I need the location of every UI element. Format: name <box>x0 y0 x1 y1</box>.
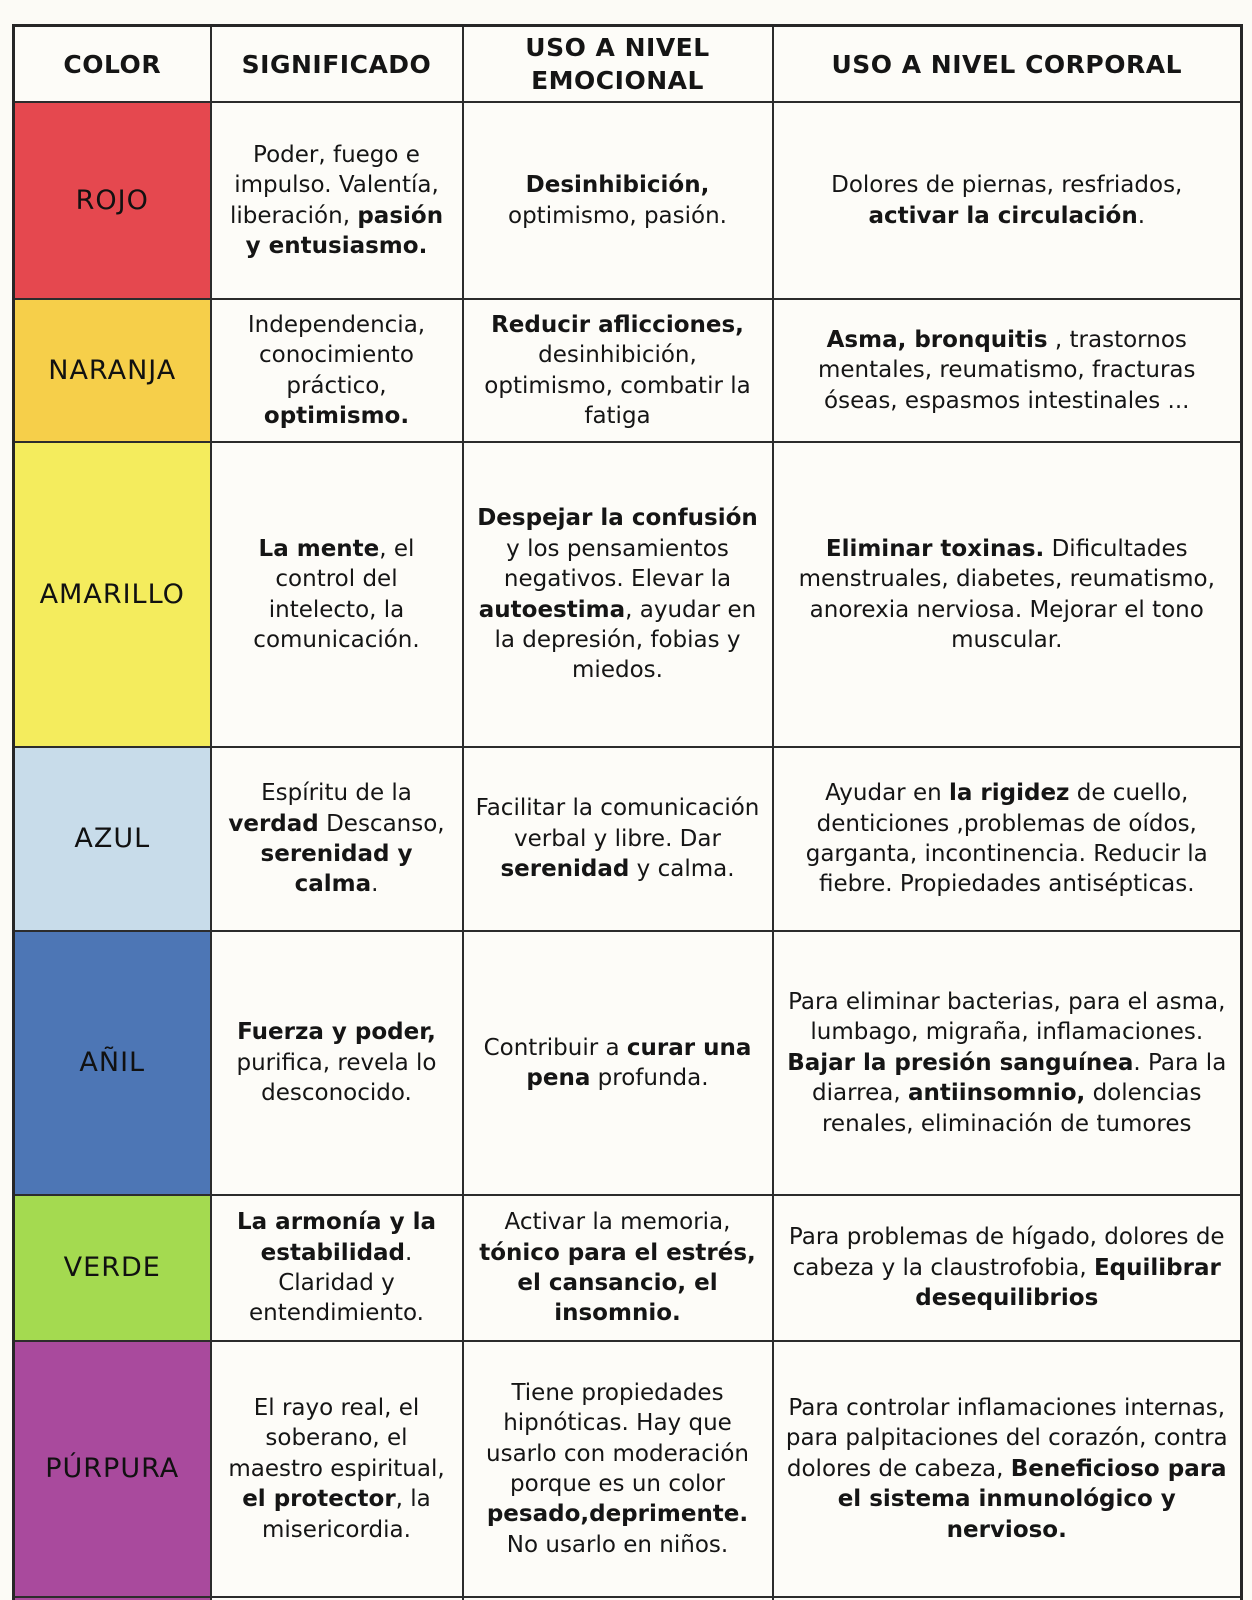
header-uso-emocional: USO A NIVEL EMOCIONAL <box>463 26 773 103</box>
corporal-cell: Dolores de piernas, resfriados, activar la circulación. <box>773 102 1242 299</box>
significado-cell: Espíritu de la verdad Descanso, serenidad y calma. <box>211 747 463 931</box>
color-swatch-amarillo: AMARILLO <box>14 442 211 747</box>
table-row-amarillo <box>14 442 1242 747</box>
color-swatch-anil: AÑIL <box>14 931 211 1195</box>
header-significado: SIGNIFICADO <box>211 26 463 103</box>
significado-cell: La armonía y la estabilidad. Claridad y entendimiento. <box>211 1195 463 1341</box>
color-swatch-verde: VERDE <box>14 1195 211 1341</box>
color-therapy-table <box>12 24 1243 1600</box>
significado-cell: Fuerza y poder, purifica, revela lo desconocido. <box>211 931 463 1195</box>
emocional-cell: Contribuir a curar una pena profunda. <box>463 931 773 1195</box>
table-row-verde <box>14 1195 1242 1341</box>
corporal-cell: Ayudar en la rigidez de cuello, denticiones ,problemas de oídos, garganta, incontinencia. Reducir la fiebre. Propiedades antisépticas. <box>773 747 1242 931</box>
header-uso-corporal: USO A NIVEL CORPORAL <box>773 26 1242 103</box>
corporal-cell: Asma, bronquitis , trastornos mentales, reumatismo, fracturas óseas, espasmos intestinales ... <box>773 299 1242 442</box>
color-swatch-azul: AZUL <box>14 747 211 931</box>
emocional-cell: Reducir aflicciones, desinhibición, optimismo, combatir la fatiga <box>463 299 773 442</box>
corporal-cell: Para problemas de hígado, dolores de cabeza y la claustrofobia, Equilibrar desequilibrios <box>773 1195 1242 1341</box>
color-swatch-naranja: NARANJA <box>14 299 211 442</box>
significado-cell: El rayo real, el soberano, el maestro espiritual, el protector, la misericordia. <box>211 1341 463 1597</box>
emocional-cell: Despejar la confusión y los pensamientos negativos. Elevar la autoestima, ayudar en la depresión, fobias y miedos. <box>463 442 773 747</box>
significado-cell: Independencia, conocimiento práctico, optimismo. <box>211 299 463 442</box>
table-row-purpura <box>14 1341 1242 1597</box>
corporal-cell: Para controlar inflamaciones internas, para palpitaciones del corazón, contra dolores de cabeza, Beneficioso para el sistema inmunológico y nervioso. <box>773 1341 1242 1597</box>
header-row <box>14 26 1242 103</box>
corporal-cell: Para eliminar bacterias, para el asma, lumbago, migraña, inflamaciones. Bajar la presión sanguínea. Para la diarrea, antiinsomnio, dolencias renales, eliminación de tumores <box>773 931 1242 1195</box>
table-row-rojo <box>14 102 1242 299</box>
table-row-anil <box>14 931 1242 1195</box>
color-swatch-purpura: PÚRPURA <box>14 1341 211 1597</box>
header-color: COLOR <box>14 26 211 103</box>
emocional-cell: Desinhibición, optimismo, pasión. <box>463 102 773 299</box>
corporal-cell: Eliminar toxinas. Dificultades menstruales, diabetes, reumatismo, anorexia nerviosa. Mejorar el tono muscular. <box>773 442 1242 747</box>
color-swatch-rojo: ROJO <box>14 102 211 299</box>
significado-cell: La mente, el control del intelecto, la comunicación. <box>211 442 463 747</box>
table-row-naranja <box>14 299 1242 442</box>
emocional-cell: Facilitar la comunicación verbal y libre. Dar serenidad y calma. <box>463 747 773 931</box>
table-row-azul <box>14 747 1242 931</box>
emocional-cell: Activar la memoria, tónico para el estrés, el cansancio, el insomnio. <box>463 1195 773 1341</box>
significado-cell: Poder, fuego e impulso. Valentía, liberación, pasión y entusiasmo. <box>211 102 463 299</box>
emocional-cell: Tiene propiedades hipnóticas. Hay que usarlo con moderación porque es un color pesado,deprimente. No usarlo en niños. <box>463 1341 773 1597</box>
